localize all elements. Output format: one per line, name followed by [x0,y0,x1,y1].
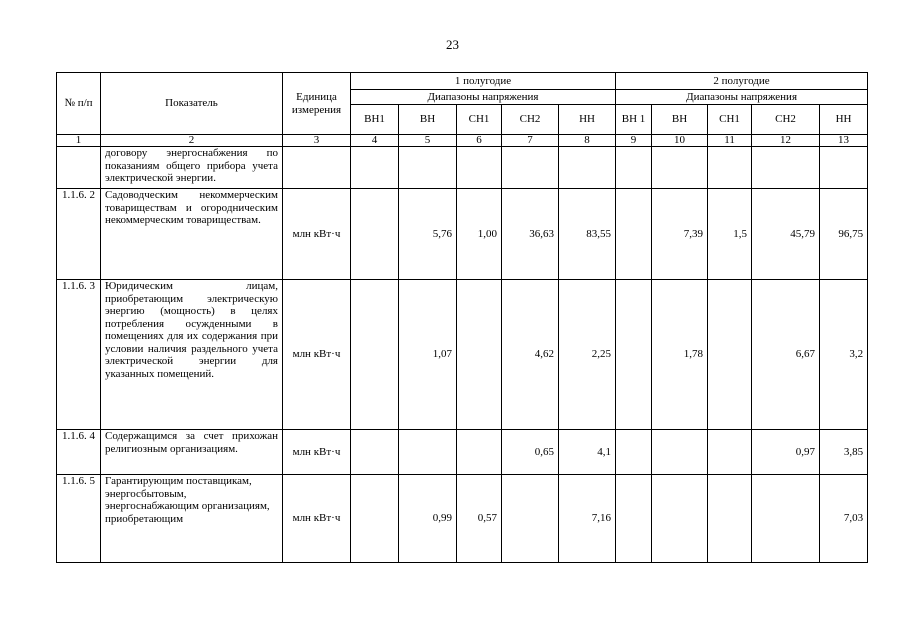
value-cell [399,430,457,475]
value-cell [616,147,652,189]
value-cell [616,189,652,280]
row-id: 1.1.6. 4 [57,430,101,475]
header-no: № п/п [57,73,101,135]
value-cell: 2,25 [559,280,616,430]
row-indicator: Гарантирующим поставщикам, энергосбытовым, энергоснабжающим организациям, приобретающим [101,475,283,563]
value-cell [616,280,652,430]
row-unit: млн кВт·ч [283,430,351,475]
value-cell: 4,62 [502,280,559,430]
value-cell: 0,65 [502,430,559,475]
value-cell [502,475,559,563]
value-cell [652,147,708,189]
value-cell [708,147,752,189]
row-unit: млн кВт·ч [283,475,351,563]
column-number: 11 [708,135,752,147]
value-cell: 83,55 [559,189,616,280]
value-cell [616,475,652,563]
value-cell: 7,39 [652,189,708,280]
value-cell [399,147,457,189]
value-cell [351,430,399,475]
value-cell: 1,07 [399,280,457,430]
header-h1-vn1: ВН1 [351,105,399,135]
column-number-row [57,135,868,147]
column-number: 8 [559,135,616,147]
value-cell [351,280,399,430]
header-half1: 1 полугодие [351,73,616,90]
row-id: 1.1.6. 2 [57,189,101,280]
table-row [57,430,868,475]
column-number: 13 [820,135,868,147]
value-cell [559,147,616,189]
column-number: 7 [502,135,559,147]
value-cell [652,475,708,563]
row-id [57,147,101,189]
value-cell [502,147,559,189]
header-h2-vn1: ВН 1 [616,105,652,135]
value-cell [351,189,399,280]
header-h2-nn: НН [820,105,868,135]
column-number: 2 [101,135,283,147]
column-number: 10 [652,135,708,147]
row-unit: млн кВт·ч [283,280,351,430]
row-id: 1.1.6. 3 [57,280,101,430]
value-cell [820,147,868,189]
header-h2-sn2: СН2 [752,105,820,135]
value-cell [708,280,752,430]
header-h1-sn1: СН1 [457,105,502,135]
value-cell [457,147,502,189]
header-half2: 2 полугодие [616,73,868,90]
column-number: 9 [616,135,652,147]
table-row [57,280,868,430]
value-cell: 7,16 [559,475,616,563]
value-cell: 0,99 [399,475,457,563]
column-number: 3 [283,135,351,147]
value-cell [457,280,502,430]
header-indicator: Показатель [101,73,283,135]
value-cell: 36,63 [502,189,559,280]
column-number: 5 [399,135,457,147]
value-cell: 0,57 [457,475,502,563]
row-unit: млн кВт·ч [283,189,351,280]
header-h1-nn: НН [559,105,616,135]
value-cell: 1,5 [708,189,752,280]
header-unit: Единица измерения [283,73,351,135]
row-id: 1.1.6. 5 [57,475,101,563]
value-cell: 1,78 [652,280,708,430]
value-cell [652,430,708,475]
value-cell: 96,75 [820,189,868,280]
header-h2-vn: ВН [652,105,708,135]
column-number: 4 [351,135,399,147]
value-cell: 1,00 [457,189,502,280]
row-indicator: Садоводческим некоммерческим товариществам и огородническим некоммерческим товариществам. [101,189,283,280]
page-number: 23 [446,37,459,52]
tariff-table [56,72,868,563]
value-cell: 3,85 [820,430,868,475]
value-cell: 7,03 [820,475,868,563]
header-voltage-ranges-2: Диапазоны напряжения [616,90,868,105]
value-cell: 0,97 [752,430,820,475]
header-h1-vn: ВН [399,105,457,135]
value-cell [708,430,752,475]
value-cell: 45,79 [752,189,820,280]
value-cell [752,475,820,563]
value-cell [616,430,652,475]
value-cell [351,475,399,563]
value-cell: 5,76 [399,189,457,280]
header-voltage-ranges-1: Диапазоны напряжения [351,90,616,105]
value-cell [351,147,399,189]
row-indicator: договору энергоснабжения по показаниям общего прибора учета электрической энергии. [101,147,283,189]
row-indicator: Юридическим лицам, приобретающим электрическую энергию (мощность) в целях потребления осужденными в помещениях для их содержания при условии наличия раздельного учета электрической энергии для указанных помещений. [101,280,283,430]
row-unit [283,147,351,189]
value-cell: 3,2 [820,280,868,430]
header-h2-sn1: СН1 [708,105,752,135]
table-row [57,147,868,189]
value-cell: 6,67 [752,280,820,430]
value-cell: 4,1 [559,430,616,475]
column-number: 1 [57,135,101,147]
value-cell [708,475,752,563]
value-cell [752,147,820,189]
column-number: 6 [457,135,502,147]
column-number: 12 [752,135,820,147]
value-cell [457,430,502,475]
row-indicator: Содержащимся за счет прихожан религиозным организациям. [101,430,283,475]
table-row [57,475,868,563]
header-h1-sn2: СН2 [502,105,559,135]
table-row [57,189,868,280]
